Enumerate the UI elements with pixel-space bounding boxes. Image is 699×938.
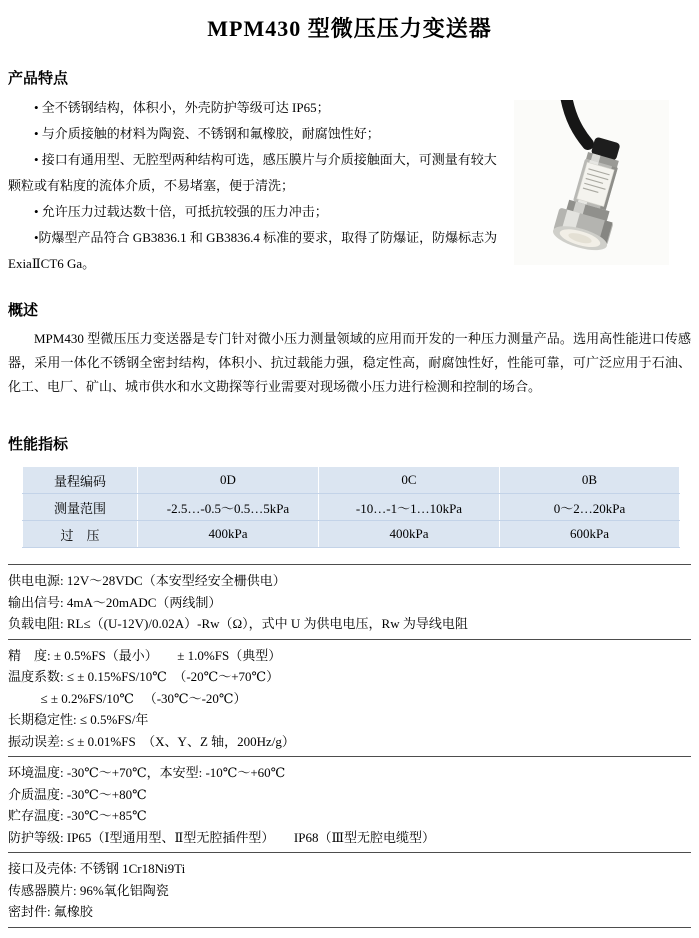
table-cell: 400kPa [138,521,319,548]
feature-item: • 接口有通用型、无腔型两种结构可选，感压膜片与介质接触面大，可测量有较大颗粒或有粘度的流体介质，不易堵塞，便于清洗； [8,152,497,193]
spec-group-accuracy [8,639,691,757]
overview-section [8,299,691,399]
spec-line: 贮存温度: -30℃～+85℃ [8,808,147,823]
spec-line: 接口及壳体: 不锈钢 1Cr18Ni9Ti [8,861,186,876]
spec-line: 精 度: ± 0.5%FS（最小） ± 1.0%FS（典型） [8,647,282,663]
feature-item: •防爆型产品符合 GB3836.1 和 GB3836.4 标准的要求，取得了防爆证，防爆标志为 ExiaⅡCT6 Ga。 [8,230,498,271]
table-header-cell: 量程编码 [23,467,138,494]
table-header-cell: 0C [319,467,500,494]
product-photo [514,100,669,265]
spec-line: 输出信号: 4mA～20mADC（两线制） [8,594,222,610]
spec-line: 供电电源: 12V～28VDC（本安型经安全栅供电） [8,573,286,588]
performance-section [8,433,691,548]
spec-line: 介质温度: -30℃～+80℃ [8,786,147,802]
table-cell: 过 压 [23,521,138,548]
spec-line: 长期稳定性: ≤ 0.5%FS/年 [8,712,149,727]
table-cell: 400kPa [319,521,500,548]
overview-text: MPM430 型微压压力变送器是专门针对微小压力测量领域的应用而开发的一种压力测量产品。选用高性能进口传感器，采用一体化不锈钢全密封结构，体积小、抗过载能力强，稳定性高，耐腐蚀性好，性能可靠，可广泛应用于石油、化工、电厂、矿山、城市供水和水文勘探等行业需要对现场微小压力进行检测和控制的场合。 [8,331,691,394]
table-header-row [23,467,680,494]
table-cell: 测量范围 [23,494,138,521]
feature-item: • 与介质接触的材料为陶瓷、不锈钢和氟橡胶，耐腐蚀性好； [34,126,380,141]
table-row [23,521,680,548]
performance-heading: 性能指标 [8,437,69,453]
feature-item: • 允许压力过载达数十倍，可抵抗较强的压力冲击； [34,204,328,219]
spec-line: 温度系数: ≤ ± 0.15%FS/10℃ （-20℃～+70℃） [8,669,280,684]
spec-group-materials [8,852,691,927]
features-list [8,95,503,277]
table-header-cell: 0D [138,467,319,494]
table-cell: -10…-1～1…10kPa [319,494,500,521]
table-row [23,494,680,521]
spec-line: 负载电阻: RL≤（(U-12V)/0.02A）-Rw（Ω），式中 U 为供电电压，Rw 为导线电阻 [8,616,468,631]
spec-line: 振动误差: ≤ ± 0.01%FS （X、Y、Z 轴，200Hz/g） [8,733,295,749]
table-cell: 600kPa [500,521,680,548]
spec-line: 防护等级: IP65（Ⅰ型通用型、Ⅱ型无腔插件型） IP68（Ⅲ型无腔电缆型） [8,829,435,845]
spec-line: 传感器膜片: 96%氧化铝陶瓷 [8,882,169,898]
overview-heading: 概述 [8,303,39,319]
table-cell: 0～2…20kPa [500,494,680,521]
spec-line: ≤ ± 0.2%FS/10℃ （-30℃～-20℃） [8,690,247,706]
page-title: MPM430 型微压压力变送器 [207,16,492,41]
table-header-cell: 0B [500,467,680,494]
pressure-transmitter-image [514,100,669,265]
specs-section [8,564,691,928]
feature-item: • 全不锈钢结构，体积小，外壳防护等级可达 IP65； [34,100,330,115]
spec-line: 环境温度: -30℃～+70℃，本安型: -10℃～+60℃ [8,765,286,780]
performance-table [22,466,680,548]
features-heading: 产品特点 [8,71,69,87]
spec-line: 密封件: 氟橡胶 [8,904,93,919]
table-cell: -2.5…-0.5～0.5…5kPa [138,494,319,521]
spec-group-environment [8,756,691,852]
spec-group-electrical [8,564,691,639]
